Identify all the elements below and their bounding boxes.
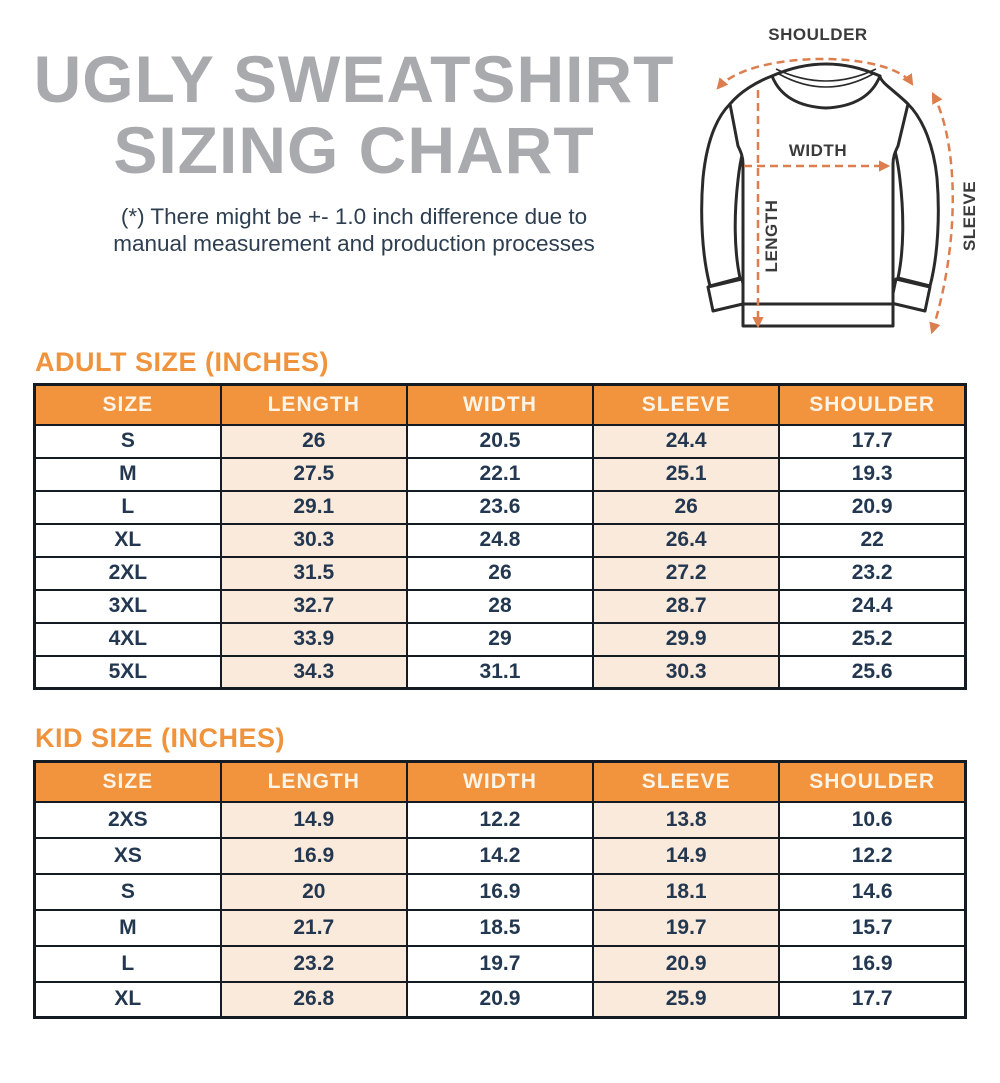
column-header-sleeve: SLEEVE [593, 385, 779, 425]
value-cell: 29 [407, 623, 593, 656]
column-header-length: LENGTH [221, 762, 407, 802]
value-cell: 21.7 [221, 910, 407, 946]
value-cell: 16.9 [407, 874, 593, 910]
table-row [35, 524, 966, 557]
size-cell: 2XS [35, 802, 221, 838]
sweatshirt-measurement-diagram [678, 6, 1000, 346]
value-cell: 13.8 [593, 802, 779, 838]
table-row [35, 623, 966, 656]
size-cell: XL [35, 524, 221, 557]
value-cell: 24.8 [407, 524, 593, 557]
length-measure-label: LENGTH [762, 199, 781, 273]
page-title-line1: UGLY SWEATSHIRT [33, 42, 675, 116]
sleeve-measure-label: SLEEVE [960, 180, 979, 252]
value-cell: 25.9 [593, 982, 779, 1018]
table-row [35, 946, 966, 982]
column-header-shoulder: SHOULDER [779, 385, 965, 425]
page-title-line2: SIZING CHART [113, 113, 595, 188]
value-cell: 29.1 [221, 491, 407, 524]
value-cell: 25.2 [779, 623, 965, 656]
disclaimer-line1: (*) There might be +- 1.0 inch difference due to [120, 204, 588, 229]
table-row [35, 458, 966, 491]
column-header-width: WIDTH [407, 762, 593, 802]
value-cell: 20 [221, 874, 407, 910]
value-cell: 30.3 [593, 656, 779, 689]
value-cell: 27.2 [593, 557, 779, 590]
value-cell: 26.4 [593, 524, 779, 557]
size-cell: 5XL [35, 656, 221, 689]
column-header-length: LENGTH [221, 385, 407, 425]
value-cell: 25.1 [593, 458, 779, 491]
value-cell: 12.2 [407, 802, 593, 838]
header-row [35, 762, 966, 802]
measurement-disclaimer [14, 203, 694, 257]
value-cell: 23.2 [779, 557, 965, 590]
value-cell: 33.9 [221, 623, 407, 656]
value-cell: 29.9 [593, 623, 779, 656]
value-cell: 20.9 [407, 982, 593, 1018]
value-cell: 25.6 [779, 656, 965, 689]
header-row [35, 385, 966, 425]
value-cell: 31.1 [407, 656, 593, 689]
value-cell: 19.7 [407, 946, 593, 982]
value-cell: 17.7 [779, 425, 965, 458]
column-header-size: SIZE [35, 385, 221, 425]
size-cell: L [35, 946, 221, 982]
hem-band [743, 304, 893, 326]
value-cell: 30.3 [221, 524, 407, 557]
value-cell: 14.9 [221, 802, 407, 838]
value-cell: 17.7 [779, 982, 965, 1018]
shoulder-measure-label: SHOULDER [768, 25, 868, 44]
kid-section-heading: KID SIZE (INCHES) [35, 723, 286, 753]
disclaimer-line2: manual measurement and production processes [113, 231, 595, 256]
value-cell: 24.4 [779, 590, 965, 623]
value-cell: 14.6 [779, 874, 965, 910]
value-cell: 16.9 [779, 946, 965, 982]
size-cell: S [35, 874, 221, 910]
value-cell: 28 [407, 590, 593, 623]
value-cell: 26.8 [221, 982, 407, 1018]
value-cell: 34.3 [221, 656, 407, 689]
size-cell: XL [35, 982, 221, 1018]
value-cell: 26 [407, 557, 593, 590]
width-measure-label: WIDTH [788, 141, 848, 160]
value-cell: 14.2 [407, 838, 593, 874]
value-cell: 18.1 [593, 874, 779, 910]
value-cell: 14.9 [593, 838, 779, 874]
sweatshirt-body [730, 76, 908, 304]
table-row [35, 874, 966, 910]
size-cell: M [35, 910, 221, 946]
size-cell: XS [35, 838, 221, 874]
value-cell: 28.7 [593, 590, 779, 623]
column-header-size: SIZE [35, 762, 221, 802]
adult-size-table [33, 383, 967, 690]
page-title [14, 44, 694, 187]
value-cell: 27.5 [221, 458, 407, 491]
value-cell: 24.4 [593, 425, 779, 458]
table-row [35, 425, 966, 458]
value-cell: 23.2 [221, 946, 407, 982]
value-cell: 20.5 [407, 425, 593, 458]
size-cell: 2XL [35, 557, 221, 590]
value-cell: 20.9 [593, 946, 779, 982]
size-cell: 4XL [35, 623, 221, 656]
column-header-shoulder: SHOULDER [779, 762, 965, 802]
size-cell: L [35, 491, 221, 524]
table-row [35, 557, 966, 590]
value-cell: 19.7 [593, 910, 779, 946]
table-row [35, 802, 966, 838]
table-row [35, 491, 966, 524]
column-header-width: WIDTH [407, 385, 593, 425]
table-row [35, 656, 966, 689]
value-cell: 12.2 [779, 838, 965, 874]
value-cell: 32.7 [221, 590, 407, 623]
value-cell: 18.5 [407, 910, 593, 946]
table-row [35, 838, 966, 874]
value-cell: 16.9 [221, 838, 407, 874]
value-cell: 22.1 [407, 458, 593, 491]
value-cell: 23.6 [407, 491, 593, 524]
value-cell: 22 [779, 524, 965, 557]
size-cell: 3XL [35, 590, 221, 623]
table-row [35, 910, 966, 946]
value-cell: 20.9 [779, 491, 965, 524]
size-cell: S [35, 425, 221, 458]
kid-size-table [33, 760, 967, 1019]
value-cell: 10.6 [779, 802, 965, 838]
value-cell: 26 [221, 425, 407, 458]
adult-section-heading: ADULT SIZE (INCHES) [35, 347, 329, 377]
table-row [35, 590, 966, 623]
value-cell: 31.5 [221, 557, 407, 590]
size-cell: M [35, 458, 221, 491]
column-header-sleeve: SLEEVE [593, 762, 779, 802]
value-cell: 26 [593, 491, 779, 524]
table-row [35, 982, 966, 1018]
value-cell: 19.3 [779, 458, 965, 491]
value-cell: 15.7 [779, 910, 965, 946]
